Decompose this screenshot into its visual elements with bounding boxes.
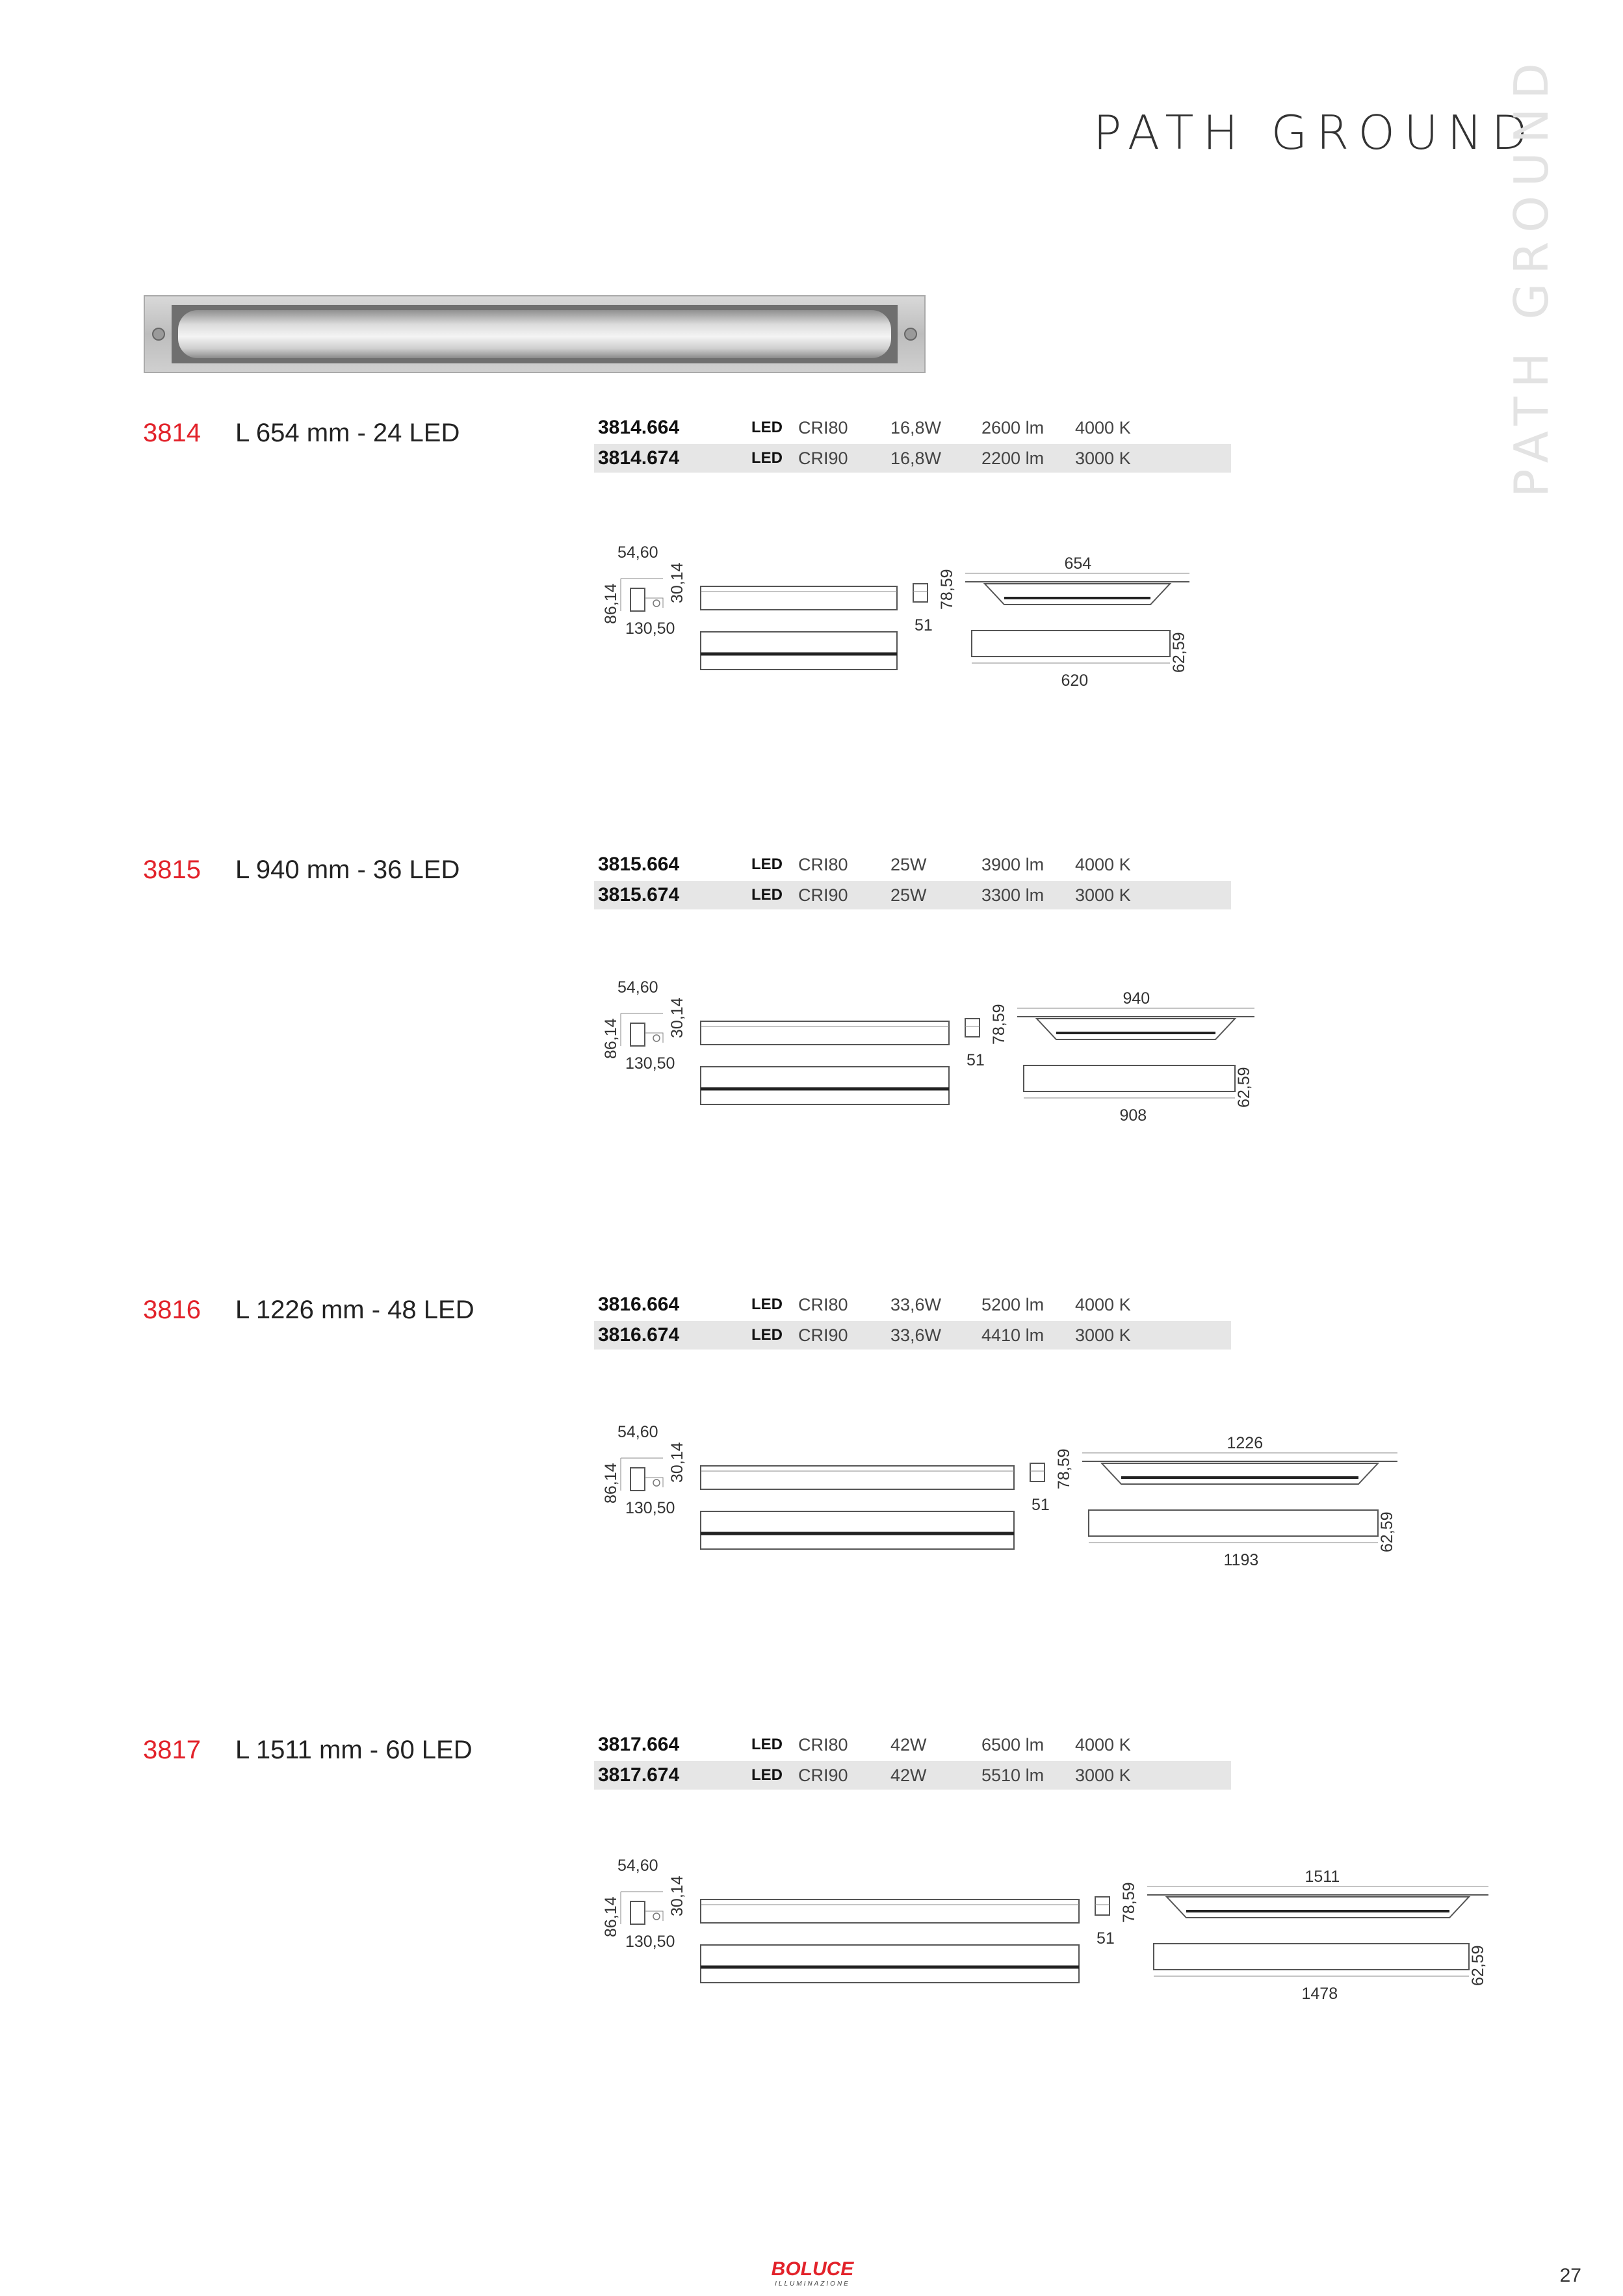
dim-inner-length: 1193 [1223, 1551, 1259, 1569]
variant-ref: 3814.664 [598, 417, 680, 438]
product-code: 3817 [143, 1736, 201, 1764]
product-name: L 654 mm - 24 LED [235, 419, 460, 447]
cri-value: CRI80 [798, 1735, 848, 1755]
spec-row [594, 850, 1231, 879]
power-value: 25W [890, 885, 927, 905]
dim-side-height: 62,59 [1469, 1945, 1487, 1986]
bottom-profile [701, 632, 897, 670]
power-value: 33,6W [890, 1325, 942, 1345]
flux-value: 5510 lm [981, 1766, 1045, 1785]
dim-profile-width: 54,60 [617, 1857, 658, 1875]
top-view [965, 582, 1189, 605]
dim-clip-width: 51 [967, 1051, 985, 1069]
light-source: LED [751, 1296, 783, 1313]
dim-clip-height: 78,59 [1055, 1448, 1073, 1489]
spec-row [594, 1290, 1231, 1319]
dim-total-width: 130,50 [625, 620, 675, 638]
bottom-profile [701, 1945, 1079, 1983]
dim-clip-width: 51 [1032, 1496, 1050, 1514]
variant-ref: 3815.674 [598, 884, 680, 906]
dim-side-height: 62,59 [1235, 1067, 1253, 1108]
top-view [1017, 1017, 1254, 1039]
cct-value: 4000 K [1075, 418, 1131, 437]
cct-value: 3000 K [1075, 1325, 1131, 1345]
dim-clip-width: 51 [1097, 1929, 1115, 1948]
flux-value: 3900 lm [981, 855, 1045, 874]
cri-value: CRI80 [798, 1295, 848, 1314]
bottom-profile [701, 1067, 949, 1104]
dim-total-height: 86,14 [602, 1896, 620, 1937]
variant-ref: 3816.674 [598, 1324, 680, 1346]
product-code: 3815 [143, 855, 201, 884]
dim-clip-height: 78,59 [938, 569, 956, 610]
cri-value: CRI90 [798, 1766, 848, 1785]
section-profile [630, 1468, 645, 1491]
power-value: 42W [890, 1735, 927, 1755]
cct-value: 4000 K [1075, 1735, 1131, 1755]
dim-clip-width: 51 [915, 616, 933, 634]
front-profile [701, 1021, 949, 1045]
product-code: 3816 [143, 1296, 201, 1324]
power-value: 16,8W [890, 449, 942, 468]
light-source: LED [751, 419, 783, 436]
spec-row [594, 1761, 1231, 1790]
bottom-view [972, 631, 1170, 657]
technical-drawing [585, 1406, 1404, 1569]
side-title: PATH GROUND [1504, 54, 1559, 497]
product-photo [144, 296, 925, 372]
light-source: LED [751, 449, 783, 467]
front-profile [701, 1899, 1079, 1923]
technical-drawing [585, 527, 1196, 690]
dim-clip-height: 78,59 [990, 1004, 1008, 1045]
product-name: L 940 mm - 36 LED [235, 855, 460, 884]
cri-value: CRI90 [798, 1325, 848, 1345]
dim-body-height: 30,14 [668, 562, 686, 603]
spec-row [594, 1730, 1231, 1759]
dim-body-height: 30,14 [668, 1442, 686, 1483]
svg-text:BOLUCE: BOLUCE [771, 2258, 854, 2280]
dim-total-height: 86,14 [602, 583, 620, 624]
cct-value: 3000 K [1075, 449, 1131, 468]
light-source: LED [751, 886, 783, 904]
cri-value: CRI80 [798, 855, 848, 874]
dim-length: 1511 [1305, 1868, 1340, 1886]
cri-value: CRI90 [798, 449, 848, 468]
top-view [1147, 1895, 1488, 1918]
variant-ref: 3815.664 [598, 854, 680, 875]
power-value: 33,6W [890, 1295, 942, 1314]
dim-length: 940 [1123, 989, 1150, 1008]
bottom-profile [701, 1511, 1014, 1549]
cct-value: 3000 K [1075, 1766, 1131, 1785]
top-view [1082, 1461, 1397, 1484]
light-source: LED [751, 855, 783, 873]
flux-value: 2600 lm [981, 418, 1045, 437]
mounting-clip [965, 1019, 980, 1037]
mounting-clip [1095, 1897, 1110, 1915]
variant-ref: 3817.674 [598, 1764, 680, 1786]
technical-drawing [585, 1840, 1495, 2003]
spec-row [594, 881, 1231, 909]
dim-total-width: 130,50 [625, 1933, 675, 1951]
variant-ref: 3814.674 [598, 447, 680, 469]
front-profile [701, 1466, 1014, 1489]
dim-side-height: 62,59 [1170, 632, 1188, 673]
boluce-logo [754, 2257, 871, 2288]
mounting-clip [1030, 1463, 1045, 1481]
dim-body-height: 30,14 [668, 997, 686, 1038]
light-source: LED [751, 1326, 783, 1344]
flux-value: 4410 lm [981, 1325, 1045, 1345]
section-profile [630, 1901, 645, 1924]
power-value: 25W [890, 855, 927, 874]
light-source: LED [751, 1766, 783, 1784]
cri-value: CRI90 [798, 885, 848, 905]
spec-row [594, 1321, 1231, 1350]
product-name: L 1511 mm - 60 LED [235, 1736, 473, 1764]
power-value: 16,8W [890, 418, 942, 437]
page-number: 27 [1559, 2265, 1581, 2286]
dim-inner-length: 908 [1119, 1106, 1147, 1125]
flux-value: 3300 lm [981, 885, 1045, 905]
mounting-clip [913, 584, 928, 602]
technical-drawing [585, 961, 1261, 1125]
bottom-view [1154, 1944, 1469, 1970]
bottom-view [1089, 1510, 1378, 1536]
dim-side-height: 62,59 [1378, 1511, 1396, 1552]
dim-inner-length: 1478 [1301, 1985, 1338, 2003]
dim-total-width: 130,50 [625, 1499, 675, 1517]
cri-value: CRI80 [798, 418, 848, 437]
spec-row [594, 413, 1231, 442]
variant-ref: 3817.664 [598, 1734, 680, 1755]
dim-total-width: 130,50 [625, 1054, 675, 1073]
spec-row [594, 444, 1231, 473]
dim-total-height: 86,14 [602, 1018, 620, 1059]
dim-profile-width: 54,60 [617, 1423, 658, 1441]
cct-value: 4000 K [1075, 855, 1131, 874]
cct-value: 4000 K [1075, 1295, 1131, 1314]
dim-length: 654 [1064, 554, 1092, 573]
svg-text:ILLUMINAZIONE: ILLUMINAZIONE [775, 2280, 850, 2288]
light-source: LED [751, 1736, 783, 1753]
dim-total-height: 86,14 [602, 1463, 620, 1504]
product-code: 3814 [143, 419, 201, 447]
flux-value: 5200 lm [981, 1295, 1045, 1314]
variant-ref: 3816.664 [598, 1294, 680, 1315]
dim-clip-height: 78,59 [1120, 1882, 1138, 1923]
section-profile [630, 1023, 645, 1046]
dim-length: 1226 [1227, 1434, 1264, 1452]
cct-value: 3000 K [1075, 885, 1131, 905]
dim-profile-width: 54,60 [617, 978, 658, 997]
product-name: L 1226 mm - 48 LED [235, 1296, 474, 1324]
bottom-view [1024, 1065, 1235, 1091]
page-title: PATH GROUND [1093, 105, 1537, 160]
dim-body-height: 30,14 [668, 1875, 686, 1916]
section-profile [630, 588, 645, 611]
flux-value: 2200 lm [981, 449, 1045, 468]
flux-value: 6500 lm [981, 1735, 1045, 1755]
dim-inner-length: 620 [1061, 672, 1089, 690]
power-value: 42W [890, 1766, 927, 1785]
dim-profile-width: 54,60 [617, 543, 658, 562]
front-profile [701, 586, 897, 610]
